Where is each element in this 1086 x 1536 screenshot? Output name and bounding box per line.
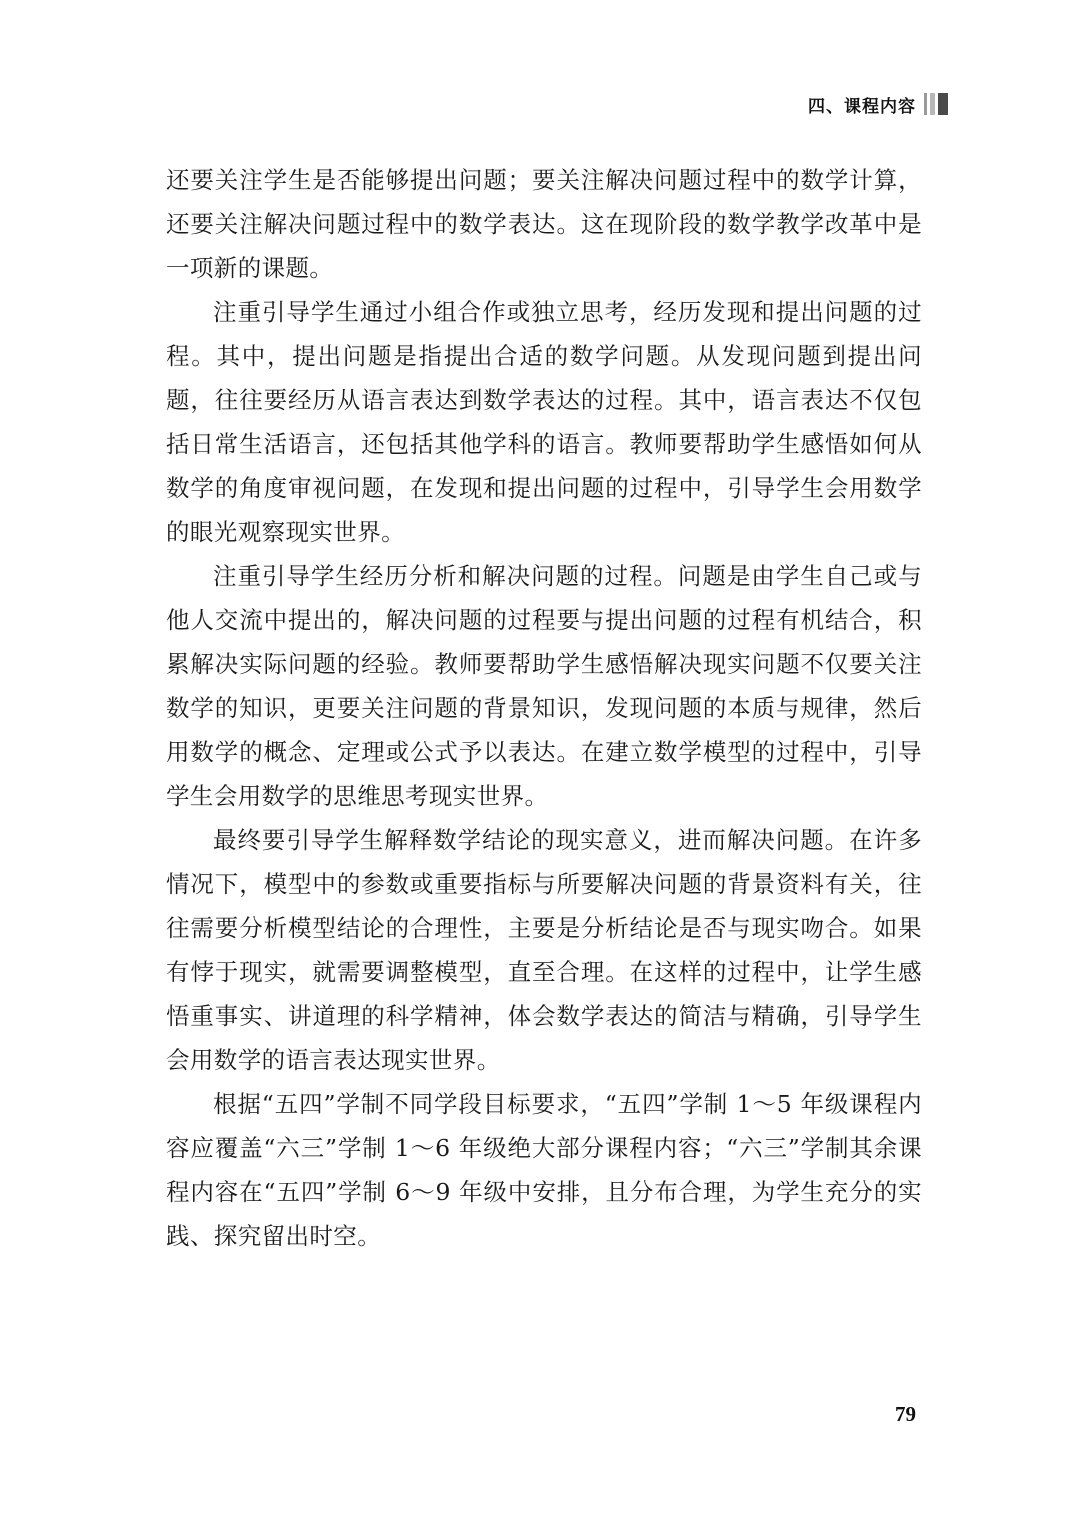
paragraph-school-system-arrangement: 根据“五四”学制不同学段目标要求，“五四”学制 1～5 年级课程内容应覆盖“六三”学制 1～6 年级绝大部分课程内容；“六三”学制其余课程内容在“五四”学制 6～9 年级中安排，且分布合理，为学生充分的实践、探究留出时空。	[166, 1090, 922, 1250]
body-text	[166, 158, 922, 1258]
paragraph-continuation: 还要关注学生是否能够提出问题；要关注解决问题过程中的数学计算，还要关注解决问题过程中的数学表达。这在现阶段的数学教学改革中是一项新的课题。	[166, 166, 922, 282]
paragraph-discover-and-pose-problems: 注重引导学生通过小组合作或独立思考，经历发现和提出问题的过程。其中，提出问题是指提出合适的数学问题。从发现问题到提出问题，往往要经历从语言表达到数学表达的过程。其中，语言表达不仅包括日常生活语言，还包括其他学科的语言。教师要帮助学生感悟如何从数学的角度审视问题，在发现和提出问题的过程中，引导学生会用数学的眼光观察现实世界。	[166, 298, 922, 546]
header-bar-dark	[938, 93, 948, 115]
paragraph-analyze-and-solve-problems: 注重引导学生经历分析和解决问题的过程。问题是由学生自己或与他人交流中提出的，解决问题的过程要与提出问题的过程有机结合，积累解决实际问题的经验。教师要帮助学生感悟解决现实问题不仅要关注数学的知识，更要关注问题的背景知识，发现问题的本质与规律，然后用数学的概念、定理或公式予以表达。在建立数学模型的过程中，引导学生会用数学的思维思考现实世界。	[166, 562, 922, 810]
header-bar-thin	[924, 93, 927, 115]
section-title: 四、课程内容	[808, 96, 916, 117]
running-header	[808, 90, 948, 118]
header-bar-ornament	[924, 92, 948, 116]
header-bar-light	[930, 93, 935, 115]
page-number: 79	[895, 1402, 916, 1426]
paragraph-interpret-conclusions: 最终要引导学生解释数学结论的现实意义，进而解决问题。在许多情况下，模型中的参数或重要指标与所要解决问题的背景资料有关，往往需要分析模型结论的合理性，主要是分析结论是否与现实吻合。如果有悖于现实，就需要调整模型，直至合理。在这样的过程中，让学生感悟重事实、讲道理的科学精神，体会数学表达的简洁与精确，引导学生会用数学的语言表达现实世界。	[166, 826, 922, 1074]
